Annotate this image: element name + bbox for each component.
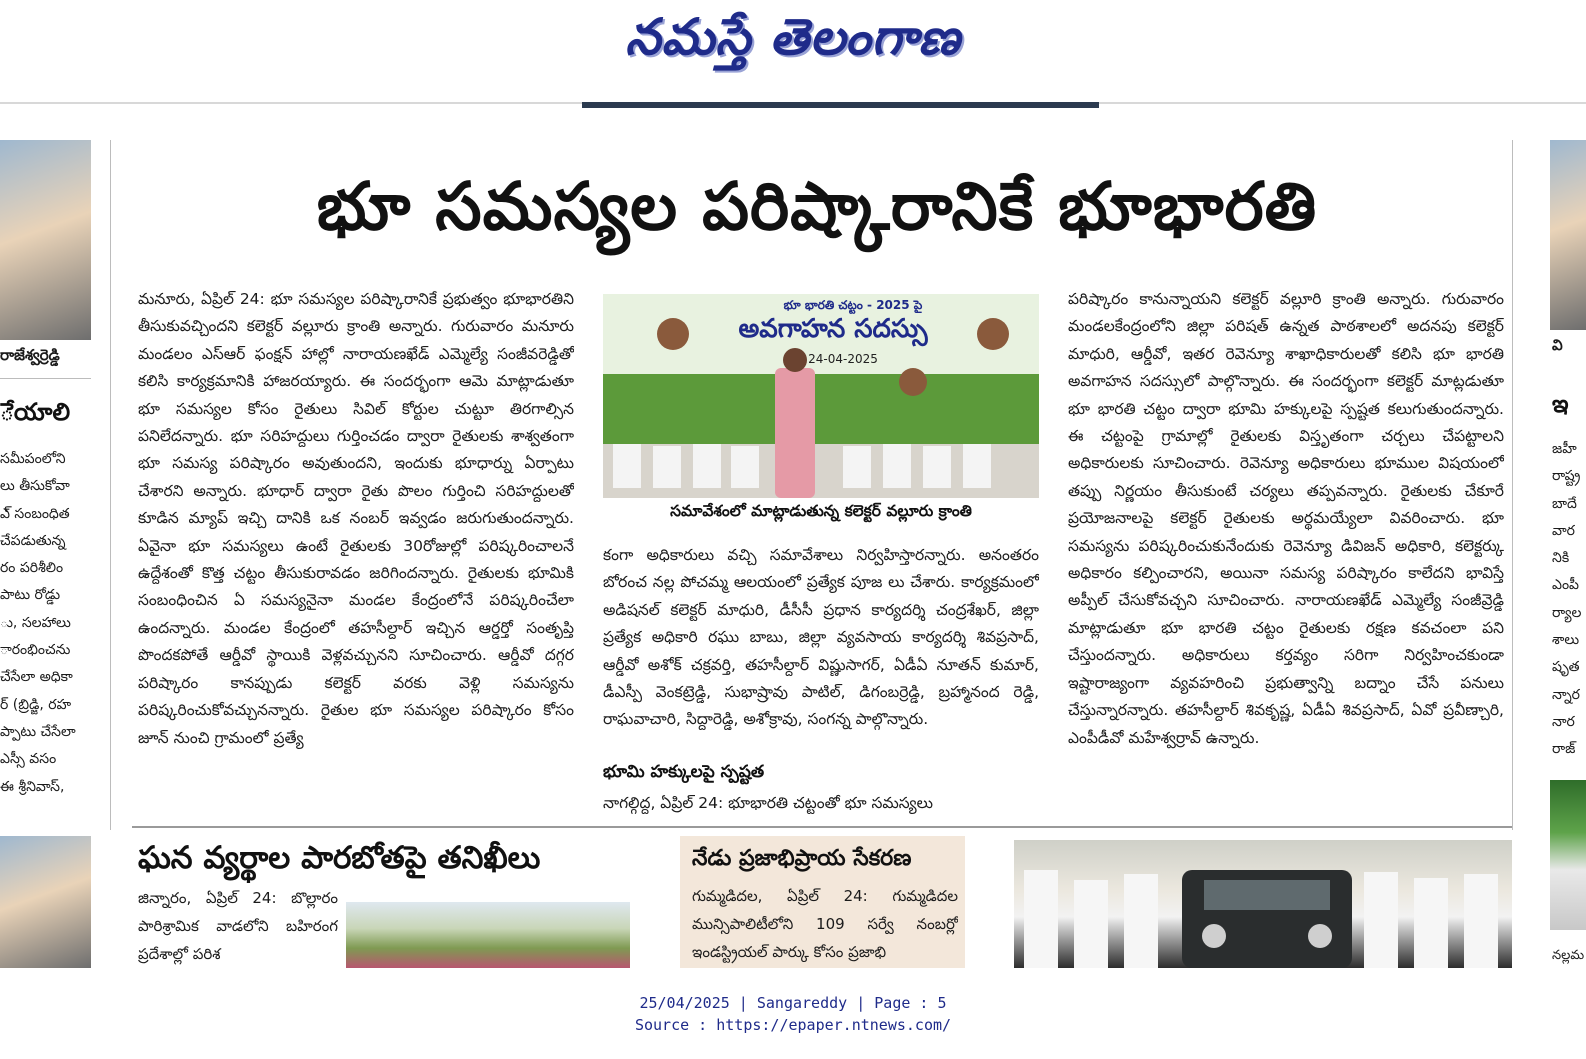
photo-banner-date: 24-04-2025 [808,352,878,366]
right-strip-line: రాజ్ [1552,741,1576,758]
left-strip-rule [0,378,91,379]
story-2-photo [346,902,630,968]
right-strip-line: వార [1552,522,1575,539]
left-strip-line: ఎస్సీ వసం [0,751,57,768]
masthead [0,0,1586,100]
footer-source: Source : https://epaper.ntnews.com/ [634,1016,952,1034]
story-3-text: గుమ్మడిదల, ఏప్రిల్ 24: గుమ్మడిదల మున్సిపాలిటీలోని 109 సర్వే నంబర్లో ఇండస్ట్రియల్ పార్కు కోసం ప్రజాభి [692,887,958,961]
right-strip-line: న్నార [1552,686,1580,703]
photo-banner-line1: భూ భారతి చట్టం - 2025 పై [783,298,923,312]
left-strip-line: ారంభించను [0,642,71,659]
left-strip-line: లు తీసుకోవా [0,478,70,495]
main-story-subhead: భూమి హక్కులపై స్పష్టత [603,762,765,782]
right-strip-line: ర్యాల [1552,604,1582,621]
right-strip-caption: వి [1552,336,1563,354]
photo-caption: సమావేశంలో మాట్లాడుతున్న కలెక్టర్ వల్లూరు క్రాంతి [670,502,972,520]
masthead-bar [582,102,1099,108]
main-story-photo [603,294,1039,498]
right-strip-headline: ఇ [1552,390,1569,418]
right-strip-line: బాదే [1552,495,1577,512]
story-3-headline: నేడు ప్రజాభిప్రాయ సేకరణ [692,846,912,871]
section-divider [132,826,1512,828]
right-strip-line: నికి [1552,550,1570,567]
right-strip-text [1552,436,1586,764]
left-strip-line: ు, సలహాలు [0,614,71,631]
left-strip-line: ఈ శ్రీనివాస్, [0,778,65,795]
left-strip-photo [0,140,91,340]
left-strip-photo-2 [0,836,91,968]
right-strip-photo [1550,140,1586,330]
right-strip-photo-2 [1550,780,1586,930]
main-story-column-2b: నాగల్గిద్ద, ఏప్రిల్ 24: భూభారతి చట్టంతో భూ సమస్యలు [603,794,933,812]
left-strip-line: ర్ (బ్రిడ్జి, రహ [0,696,72,713]
right-strip-bottom: నల్లమ [1552,948,1585,963]
story-2-text: జిన్నారం, ఏప్రిల్ 24: బొల్లారం పారిశ్రామిక వాడలోని బహిరంగ ప్రదేశాల్లో పరిశ [138,889,338,963]
main-story-column-3: పరిష్కారం కానున్నాయని కలెక్టర్ వల్లూరి క్రాంతి అన్నారు. గురువారం మండలకేంద్రంలోని జిల్లా పరిషత్ ఉన్నత పాఠశాలలో అదనపు కలెక్టర్ మాధురి, ఆర్డీవో, ఇతర రెవెన్యూ శాఖాధికారులతో కలిసి భూ భారతి అవగాహన సదస్సులో పాల్గొన్నారు. ఈ సందర్భంగా కలెక్టర్ మాట్లడుతూ భూ భారతి చట్టం ద్వారా భూమి హక్కులపై స్పష్టత కలుగుతుందన్నారు. ఈ చట్టంపై గ్రామాల్లో రైతులకు విస్తృతంగా చర్చలు చేపట్టాలని అధికారులకు సూచించారు. రెవెన్యూ అధికారులు భూముల విషయంలో తప్పు నిర్ణయం తీసుకుంటే చర్యలు తప్పవన్నారు. రైతులకు చేకూరే ప్రయోజనాలపై కలెక్టర్ రైతులకు అర్థమయ్యేలా వివరించారు. భూ సమస్యను పరిష్కరించుకునేందుకు రెవెన్యూ డివిజన్ అధికారి, కలెక్టర్కు అధికారం కల్పించారని, అయినా సమస్య పరిష్కారం కాలేదని భావిస్తే అప్పీల్ చేసుకోవచ్చని సూచించారు. నారాయణఖేడ్ ఎమ్మెల్యే సంజీవ్రెడ్డి మాట్లాడుతూ భూ భారతి చట్టం రైతులకు రక్షణ కవచంలా పని చేస్తుందన్నారు. అధికారులు కర్తవ్యం సరిగా నిర్వహించకుండా ఇష్టారాజ్యంగా వ్యవహరించి ప్రభుత్వాన్ని బద్నాం చేసే పనులు చేస్తున్నారన్నారు. తహసీల్దార్ శివకృష్ణ, ఏడీఏ శివప్రసాద్, ఏవో ప్రవీణ్చారి, ఎంపీడీవో మహేశ్వర్రావ్ ఉన్నారు. [1068,290,1504,747]
column-rule [110,140,111,830]
photo-banner-line2: అవగాహన సదస్సు [738,314,928,344]
left-strip-caption: రాజేశ్వర్రెడ్డి [0,346,60,364]
main-story-column-1: మనూరు, ఏప్రిల్ 24: భూ సమస్యల పరిష్కారానికే ప్రభుత్వం భూభారతిని తీసుకువచ్చిందని కలెక్టర్ వల్లూరు క్రాంతి అన్నారు. గురువారం మనూరు మండలం ఎస్ఆర్ ఫంక్షన్ హాల్లో నారాయణఖేడ్ ఎమ్మెల్యే సంజీవరెడ్డితో కలిసి కార్యక్రమానికి హాజరయ్యారు. ఈ సందర్భంగా ఆమె మాట్లాడుతూ భూ సమస్యల కోసం రైతులు సివిల్ కోర్టుల చుట్టూ తిరగాల్సిన పనిలేదన్నారు. భూ సరిహద్దులు గుర్తించడం ద్వారా రైతులకు శాశ్వతంగా భూ సమస్య పరిష్కారం అవుతుందని, ఇందుకు భూధార్ను ఏర్పాటు చేశారని అన్నారు. భూధార్ ద్వారా రైతు పొలం గుర్తించి సరిహద్దులతో కూడిన మ్యాప్ ఇచ్చి దానికి ఒక నంబర్ ఇవ్వడం జరుగుతుందన్నారు. ఏవైనా భూ సమస్యలు ఉంటే రైతులకు 30రోజుల్లో పరిష్కరించాలనే ఉద్దేశంతో కొత్త చట్టం తీసుకురావడం జరిగిందన్నారు. రైతులకు భూమికి సంబంధించిన ఏ సమస్యనైనా మండల కేంద్రంలోనే పరిష్కరించేలా ఉందన్నారు. మండల కేంద్రంలో తహసీల్దార్ ఇచ్చిన ఆర్డర్తో సంతృప్తి పొందకపోతే ఆర్డీవో స్థాయికి వెళ్లవచ్చునని సూచించారు. ఆర్డీవో దగ్గర పరిష్కారం కానప్పుడు కలెక్టర్ వరకు వెళ్లి సమస్యను పరిష్కరించుకోవచ్చునన్నారు. రైతుల భూ సమస్యల పరిష్కారం కోసం జూన్ నుంచి గ్రామంలో ప్రత్యే [138,290,574,747]
left-strip-line: పాటు రోడ్డు [0,587,61,604]
right-strip-line: రాష్ట్ర [1552,468,1581,485]
left-strip-line: రం పరిశీలిం [0,560,64,577]
story-4-photo [1014,840,1512,968]
masthead-logo: నమస్తే తెలంగాణ [625,8,961,66]
main-headline: భూ సమస్యల పరిష్కారానికే భూభారతి [316,168,1318,245]
left-strip-line: సమీపంలోని [0,451,66,467]
right-strip-line: షృత [1552,659,1580,676]
right-strip-line: శాలు [1552,632,1580,649]
left-strip-line: చేసేలా అధికా [0,669,73,686]
right-strip-line: ఎంపీ [1552,577,1580,594]
left-strip-text [0,446,91,801]
main-story-column-2: కంగా అధికారులు వచ్చి సమావేశాలు నిర్వహిస్తారన్నారు. అనంతరం బోరంచ నల్ల పోచమ్మ ఆలయంలో ప్రత్యేక పూజ లు చేశారు. కార్యక్రమంలో అడిషనల్ కలెక్టర్ మాధురి, డీసీసీ ప్రధాన కార్యదర్శి చంద్రశేఖర్, జిల్లా ప్రత్యేక అధికారి రఘు బాబు, జిల్లా వ్యవసాయ కార్యదర్శి శివప్రసాద్, ఆర్డీవో అశోక్ చక్రవర్తి, తహసీల్దార్ విష్ణుసాగర్, ఏడీఏ నూతన్ కుమార్, డీఎస్పీ వెంకట్రెడ్డి, సుభాష్రావు పాటిల్, డిగంబర్రెడ్డి, బ్రహ్మానంద రెడ్డి, రాఘవాచారి, సిద్దారెడ్డి, అశోక్రావు, సంగన్న పాల్గొన్నారు. [603,546,1039,729]
story-2-headline: ఘన వ్యర్థాల పారబోతపై తనిఖీలు [138,840,541,876]
left-strip-headline: ేయాలి [0,398,71,426]
left-strip-line: చేపడుతున్న [0,532,66,549]
right-strip-line: నార [1552,713,1575,730]
left-strip-line: ఎ్ సంబంధిత [0,505,70,522]
footer-dateline: 25/04/2025 | Sangareddy | Page : 5 [639,994,947,1012]
vehicle-photo [1014,840,1512,968]
right-strip-line: జహీ [1552,441,1577,457]
left-strip-line: ప్పాటు చేసేలా [0,723,76,740]
